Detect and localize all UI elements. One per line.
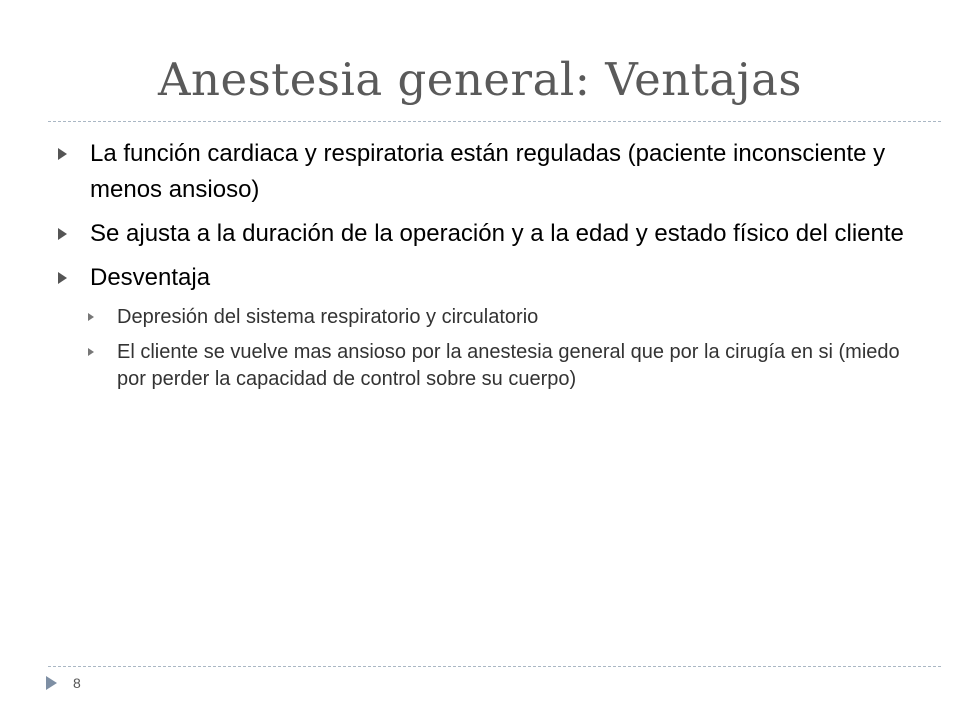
footer-divider	[48, 666, 941, 667]
bullet-text: La función cardiaca y respiratoria están reguladas (paciente inconsciente y menos ansioso)	[90, 140, 886, 203]
footer-triangle-icon	[46, 676, 57, 690]
bullet-item	[56, 216, 916, 252]
title-divider	[48, 121, 941, 122]
sub-bullet-text: Depresión del sistema respiratorio y circulatorio	[117, 306, 539, 328]
sub-bullet-item	[56, 339, 916, 393]
sub-bullet-triangle-icon	[88, 313, 94, 321]
bullet-item	[56, 260, 916, 296]
bullet-triangle-icon	[58, 228, 67, 240]
bullet-list	[56, 136, 916, 401]
sub-bullet-text: El cliente se vuelve mas ansioso por la anestesia general que por la cirugía en si (miedo por perder la capacidad de control sobre su cuerpo)	[117, 341, 900, 390]
bullet-text: Se ajusta a la duración de la operación y a la edad y estado físico del cliente	[90, 220, 904, 247]
bullet-triangle-icon	[58, 272, 67, 284]
bullet-item	[56, 136, 916, 208]
slide-title: Anestesia general: Ventajas	[157, 53, 803, 106]
sub-bullet-list	[56, 304, 916, 393]
bullet-triangle-icon	[58, 148, 67, 160]
sub-bullet-item	[56, 304, 916, 331]
bullet-text: Desventaja	[90, 264, 211, 291]
sub-bullet-triangle-icon	[88, 348, 94, 356]
page-number: 8	[73, 675, 81, 691]
